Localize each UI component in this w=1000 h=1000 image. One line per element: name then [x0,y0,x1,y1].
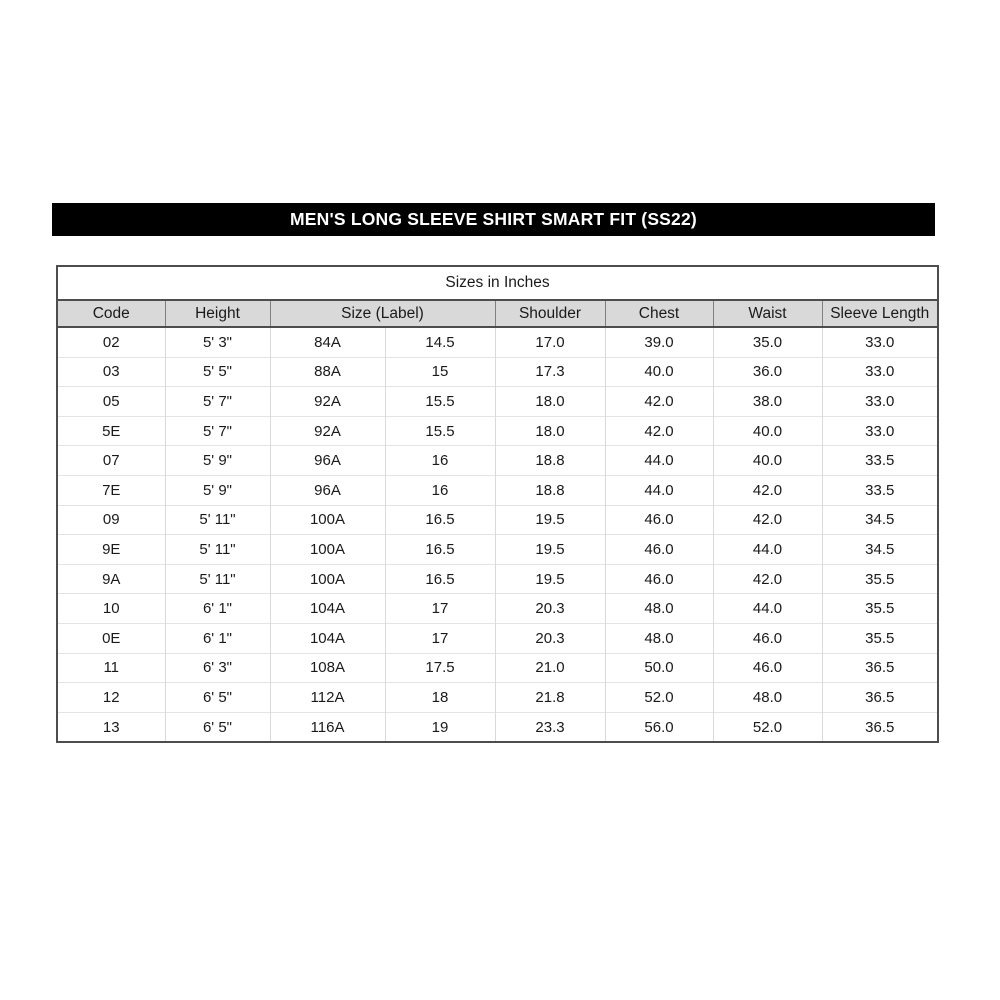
table-cell: 16 [385,475,495,505]
table-cell: 17 [385,594,495,624]
col-header-waist: Waist [713,300,822,327]
table-cell: 5' 11" [165,505,270,535]
table-cell: 20.3 [495,594,605,624]
table-cell: 46.0 [605,535,713,565]
table-cell: 88A [270,357,385,387]
table-body [57,327,938,742]
table-cell: 21.8 [495,683,605,713]
size-chart-table [56,265,939,743]
col-header-size-label: Size (Label) [270,300,495,327]
table-cell: 5' 7" [165,387,270,417]
table-cell: 48.0 [713,683,822,713]
table-cell: 44.0 [605,475,713,505]
table-cell: 42.0 [713,505,822,535]
title-text: MEN'S LONG SLEEVE SHIRT SMART FIT (SS22) [290,209,697,229]
table-cell: 48.0 [605,594,713,624]
table-cell: 104A [270,623,385,653]
table-cell: 09 [57,505,165,535]
table-cell: 5E [57,416,165,446]
col-header-height: Height [165,300,270,327]
table-caption-row [57,266,938,300]
table-cell: 34.5 [822,535,938,565]
table-cell: 19.5 [495,505,605,535]
table-cell: 92A [270,416,385,446]
col-header-sleeve-length: Sleeve Length [822,300,938,327]
table-cell: 18 [385,683,495,713]
table-cell: 44.0 [713,594,822,624]
table-row [57,683,938,713]
table-cell: 84A [270,327,385,357]
table-cell: 46.0 [605,505,713,535]
table-cell: 6' 1" [165,594,270,624]
table-cell: 34.5 [822,505,938,535]
table-cell: 16.5 [385,505,495,535]
table-cell: 17 [385,623,495,653]
table-cell: 96A [270,446,385,476]
table-row [57,712,938,742]
table-cell: 23.3 [495,712,605,742]
table-cell: 35.5 [822,564,938,594]
table-row [57,446,938,476]
table-cell: 46.0 [713,623,822,653]
table-cell: 5' 11" [165,564,270,594]
table-cell: 18.0 [495,387,605,417]
table-cell: 40.0 [713,446,822,476]
table-cell: 96A [270,475,385,505]
table-row [57,327,938,357]
table-cell: 36.0 [713,357,822,387]
table-cell: 112A [270,683,385,713]
table-row [57,387,938,417]
table-cell: 42.0 [713,564,822,594]
table-cell: 42.0 [713,475,822,505]
table-cell: 18.0 [495,416,605,446]
table-row [57,357,938,387]
table-cell: 18.8 [495,446,605,476]
table-cell: 33.0 [822,416,938,446]
table-row [57,505,938,535]
table-cell: 5' 3" [165,327,270,357]
table-cell: 48.0 [605,623,713,653]
table-cell: 5' 11" [165,535,270,565]
table-cell: 33.5 [822,475,938,505]
table-cell: 19.5 [495,535,605,565]
table-cell: 07 [57,446,165,476]
table-cell: 15.5 [385,416,495,446]
table-cell: 92A [270,387,385,417]
table-cell: 35.0 [713,327,822,357]
table-cell: 38.0 [713,387,822,417]
table-row [57,475,938,505]
table-cell: 6' 3" [165,653,270,683]
table-cell: 6' 5" [165,712,270,742]
table-cell: 9A [57,564,165,594]
table-cell: 5' 5" [165,357,270,387]
table-row [57,564,938,594]
table-cell: 15 [385,357,495,387]
table-cell: 44.0 [605,446,713,476]
table-row [57,416,938,446]
table-row [57,535,938,565]
table-cell: 6' 5" [165,683,270,713]
table-cell: 5' 9" [165,475,270,505]
table-cell: 15.5 [385,387,495,417]
table-cell: 100A [270,535,385,565]
table-cell: 52.0 [713,712,822,742]
table-cell: 44.0 [713,535,822,565]
table-cell: 13 [57,712,165,742]
table-cell: 17.5 [385,653,495,683]
table-cell: 35.5 [822,623,938,653]
col-header-chest: Chest [605,300,713,327]
table-cell: 36.5 [822,683,938,713]
table-cell: 20.3 [495,623,605,653]
table-cell: 16.5 [385,535,495,565]
table-cell: 7E [57,475,165,505]
table-cell: 56.0 [605,712,713,742]
table-cell: 46.0 [713,653,822,683]
table-cell: 40.0 [713,416,822,446]
table-cell: 02 [102,333,120,351]
table-cell: 18.8 [495,475,605,505]
table-cell: 5' 7" [165,416,270,446]
table-cell: 36.5 [822,712,938,742]
table-cell: 12 [57,683,165,713]
table-cell: 108A [270,653,385,683]
table-cell: 10 [57,594,165,624]
table-cell: 50.0 [605,653,713,683]
col-header-code: Code [57,300,165,327]
table-cell: 104A [270,594,385,624]
table-cell: 33.0 [822,357,938,387]
table-cell: 19.5 [495,564,605,594]
table-header-row [57,300,938,327]
table-cell: 35.5 [822,594,938,624]
table-cell: 03 [57,357,165,387]
table-cell: 6' 1" [165,623,270,653]
table-cell: 52.0 [605,683,713,713]
table-cell: 42.0 [605,416,713,446]
table-cell: 14.5 [385,327,495,357]
table-cell: 36.5 [822,653,938,683]
table-cell: 116A [270,712,385,742]
col-header-shoulder: Shoulder [495,300,605,327]
table-caption: Sizes in Inches [57,266,938,300]
table-cell: 11 [57,653,165,683]
table-cell: 46.0 [605,564,713,594]
table-cell: 33.5 [822,446,938,476]
table-cell: 05 [57,387,165,417]
table-cell: 42.0 [605,387,713,417]
table-cell: 21.0 [495,653,605,683]
table-cell: 40.0 [605,357,713,387]
table-cell: 33.0 [822,327,938,357]
title-banner [52,203,935,236]
table-cell: 100A [270,564,385,594]
table-cell: 9E [57,535,165,565]
table-cell: 16.5 [385,564,495,594]
table-cell: 0E [57,623,165,653]
table-cell: 100A [270,505,385,535]
table-row [57,653,938,683]
table-cell: 19 [385,712,495,742]
table-cell: 33.0 [822,387,938,417]
table-cell: 5' 9" [165,446,270,476]
table-row [57,623,938,653]
table-cell: 17.0 [495,327,605,357]
table-cell: 16 [385,446,495,476]
table-row [57,594,938,624]
table-cell: 39.0 [605,327,713,357]
table-cell: 17.3 [495,357,605,387]
